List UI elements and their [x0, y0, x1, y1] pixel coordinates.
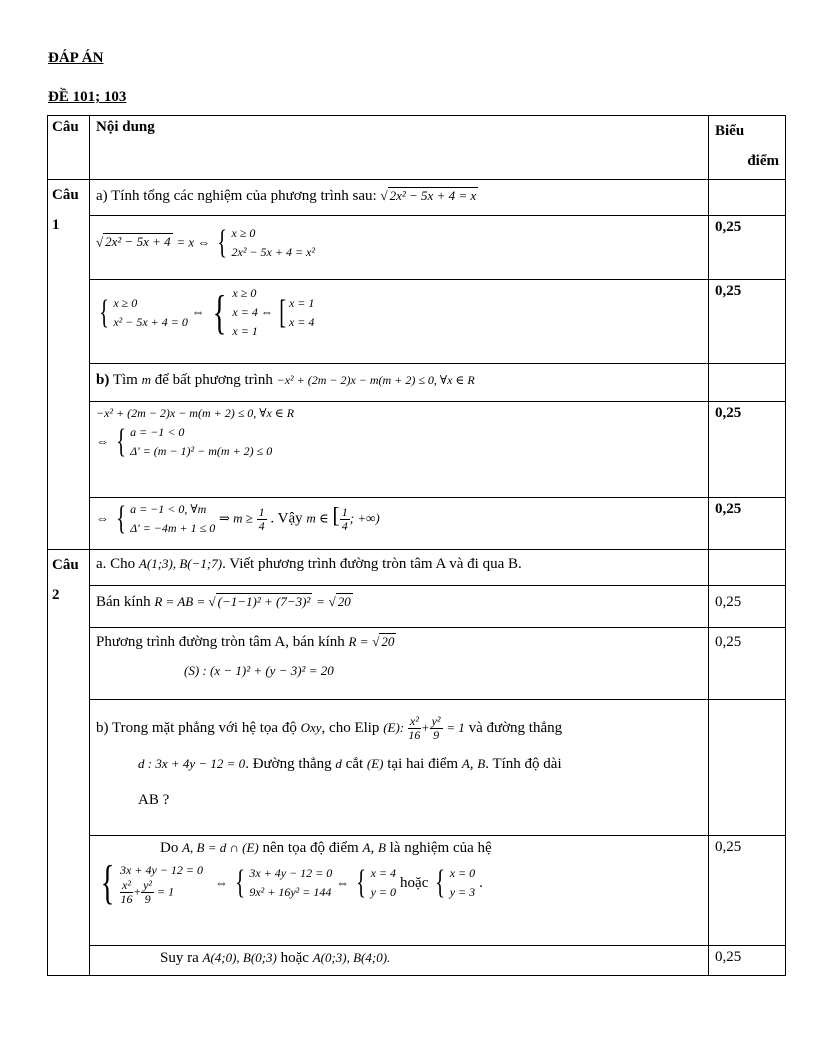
score-cell [709, 550, 786, 586]
cau1-question-a: a) Tính tổng các nghiệm của phương trình sau: √ 2x² − 5x + 4 = x [90, 180, 709, 216]
cau2-radius: Bán kính R = AB = √ (−1−1)² + (7−3)² = √ 20 [90, 586, 709, 628]
score-cell: 0,25 [709, 498, 786, 550]
score-cell [709, 700, 786, 836]
answer-table [47, 115, 786, 976]
exam-code-heading: ĐỀ 101; 103 [48, 89, 127, 105]
score-cell: 0,25 [709, 946, 786, 976]
table-row [48, 364, 786, 402]
table-row [48, 402, 786, 498]
cau1-step3: −x² + (2m − 2)x − m(m + 2) ≤ 0, ∀x ∈ R ⇔ { a = −1 < 0 Δ' = (m − 1)² − m(m + 2) ≤ 0 [90, 402, 709, 498]
table-row [48, 586, 786, 628]
cau2-question-a: a. Cho A(1;3), B(−1;7). Viết phương trình đường tròn tâm A và đi qua B. [90, 550, 709, 586]
score-cell: 0,25 [709, 216, 786, 280]
score-cell: 0,25 [709, 628, 786, 700]
score-cell: 0,25 [709, 586, 786, 628]
table-row [48, 628, 786, 700]
score-cell: 0,25 [709, 836, 786, 946]
table-row [48, 280, 786, 364]
score-cell: 0,25 [709, 280, 786, 364]
table-row [48, 946, 786, 976]
score-cell [709, 364, 786, 402]
header-bieudiem: Biểu điểm [709, 116, 786, 180]
table-row [48, 498, 786, 550]
cau2-circle-equation: Phương trình đường tròn tâm A, bán kính R = √ 20 (S) : (x − 1)² + (y − 3)² = 20 [90, 628, 709, 700]
cau2-system: Do A, B = d ∩ (E) nên tọa độ điểm A, B là nghiệm của hệ { 3x + 4y − 12 = 0 $\frac{\text{x²}}{16}$ + $\frac{\text{y²}}{9}$ = 1 ⇔ { 3x + 4y − 12 = 0 9x² + 16y² = 144 ⇔ { x = 4 y = 0 hoặc { x = 0 y = 3 . [90, 836, 709, 946]
table-row [48, 180, 786, 216]
table-header-row [48, 116, 786, 180]
cau2-question-b: b) Trong mặt phẳng với hệ tọa độ Oxy, cho Elip (E): $\frac{\text{x²}}{16}$ + $\frac{\text{y²}}{9}$ = 1 và đường thẳng d : 3x + 4y − 12 = 0. Đường thẳng d cắt (E) tại hai điểm A, B. Tính độ dài AB ? [90, 700, 709, 836]
cau1-step4: ⇔ { a = −1 < 0, ∀m Δ' = −4m + 1 ≤ 0 ⇒ m ≥ $\frac{1}{4}$ . Vậy m ∈ [ $\frac{1}{4}$ ; +∞) [90, 498, 709, 550]
score-cell [709, 180, 786, 216]
cau1-question-b: b) Tìm m để bất phương trình −x² + (2m − 2)x − m(m + 2) ≤ 0, ∀x ∈ R [90, 364, 709, 402]
table-row [48, 216, 786, 280]
cau1-step1: √ 2x² − 5x + 4 = x ⇔ { x ≥ 0 2x² − 5x + 4 = x² [90, 216, 709, 280]
cau1-label: Câu 1 [48, 180, 90, 550]
header-cau: Câu [48, 116, 90, 180]
header-noidung: Nội dung [90, 116, 709, 180]
cau2-label: Câu 2 [48, 550, 90, 976]
cau2-result: Suy ra A(4;0), B(0;3) hoặc A(0;3), B(4;0). [90, 946, 709, 976]
cau1-step2: { x ≥ 0 x² − 5x + 4 = 0 ⇔ { x ≥ 0 x = 4 ⇔ x = 1 [ x = 1 x = 4 [90, 280, 709, 364]
score-cell: 0,25 [709, 402, 786, 498]
answer-key-heading: ĐÁP ÁN [48, 50, 104, 66]
table-row [48, 700, 786, 836]
table-row [48, 550, 786, 586]
table-row [48, 836, 786, 946]
